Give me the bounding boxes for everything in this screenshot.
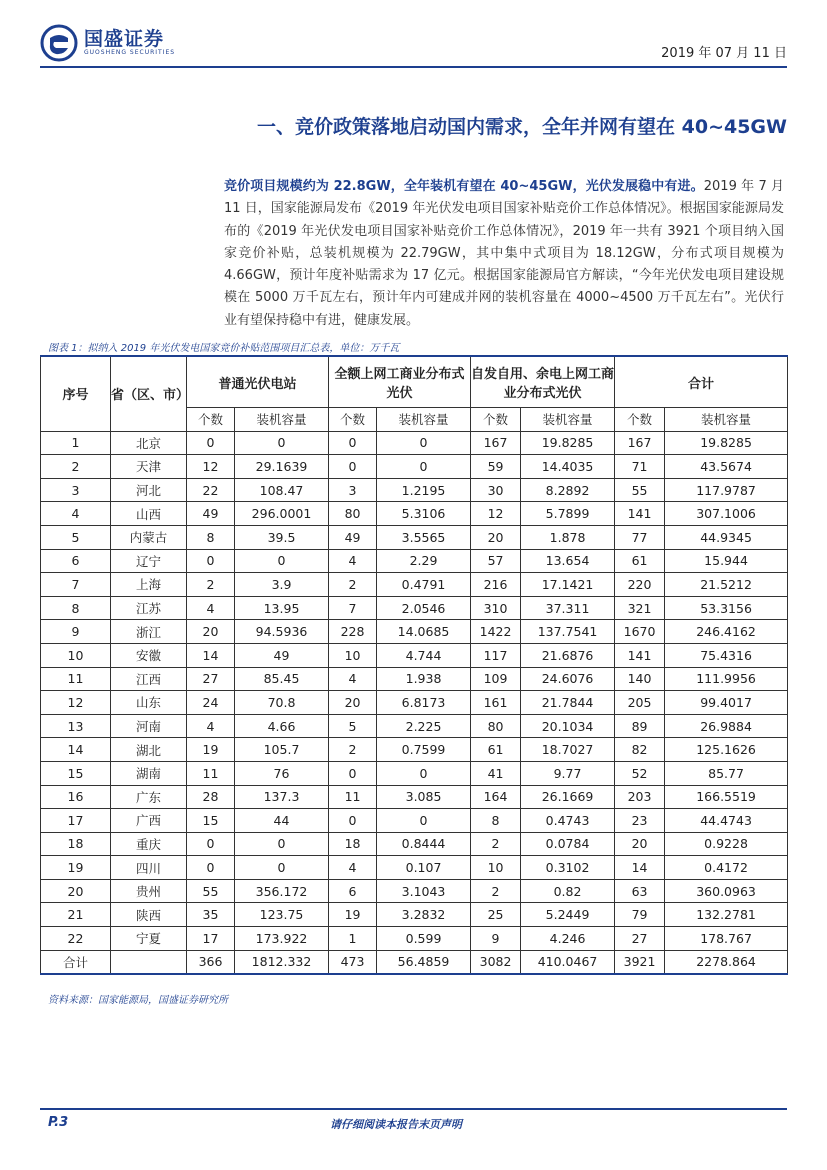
table-cell: 3921 — [615, 950, 665, 974]
table-cell: 0.3102 — [521, 856, 615, 880]
col-header-total: 合计 — [615, 356, 788, 408]
table-cell: 166.5519 — [665, 785, 788, 809]
table-row — [41, 809, 788, 833]
subheader-count: 个数 — [471, 408, 521, 432]
table-row — [41, 573, 788, 597]
cell-province: 河北 — [111, 478, 187, 502]
table-cell: 29.1639 — [235, 455, 329, 479]
table-cell: 1670 — [615, 620, 665, 644]
table-cell: 109 — [471, 667, 521, 691]
table-cell: 44.9345 — [665, 525, 788, 549]
table-cell: 44.4743 — [665, 809, 788, 833]
table-cell: 296.0001 — [235, 502, 329, 526]
table-row — [41, 525, 788, 549]
table-row — [41, 927, 788, 951]
cell-seq: 11 — [41, 667, 111, 691]
table-cell: 123.75 — [235, 903, 329, 927]
col-header-province: 省（区、市） — [111, 356, 187, 431]
cell-province: 浙江 — [111, 620, 187, 644]
table-cell: 14 — [615, 856, 665, 880]
table-cell: 4 — [329, 856, 377, 880]
table-cell: 19.8285 — [665, 431, 788, 455]
table-cell: 85.45 — [235, 667, 329, 691]
table-cell: 4.246 — [521, 927, 615, 951]
table-cell: 20 — [471, 525, 521, 549]
table-cell: 0 — [329, 431, 377, 455]
cell-province: 广东 — [111, 785, 187, 809]
table-cell: 41 — [471, 761, 521, 785]
table-cell: 6.8173 — [377, 691, 471, 715]
col-header-utility: 普通光伏电站 — [187, 356, 329, 408]
table-cell: 49 — [235, 643, 329, 667]
table-cell: 1812.332 — [235, 950, 329, 974]
brand-name-cn: 国盛证券 — [84, 28, 165, 50]
table-cell: 15 — [187, 809, 235, 833]
table-cell: 20 — [329, 691, 377, 715]
data-table-container — [40, 355, 787, 975]
table-row — [41, 620, 788, 644]
table-cell: 37.311 — [521, 596, 615, 620]
table-row — [41, 761, 788, 785]
table-cell: 28 — [187, 785, 235, 809]
table-cell: 105.7 — [235, 738, 329, 762]
table-cell: 53.3156 — [665, 596, 788, 620]
table-body — [41, 431, 788, 974]
table-cell: 0 — [329, 761, 377, 785]
subheader-capacity: 装机容量 — [377, 408, 471, 432]
table-cell: 0 — [377, 455, 471, 479]
table-cell: 203 — [615, 785, 665, 809]
figure-caption: 图表 1：拟纳入 2019 年光伏发电国家竞价补贴范围项目汇总表，单位：万千瓦 — [48, 343, 400, 354]
table-cell: 11 — [329, 785, 377, 809]
cell-seq: 21 — [41, 903, 111, 927]
table-cell: 75.4316 — [665, 643, 788, 667]
table-cell: 21.7844 — [521, 691, 615, 715]
page-header — [40, 24, 787, 68]
table-cell: 4 — [329, 667, 377, 691]
cell-seq: 8 — [41, 596, 111, 620]
table-cell: 89 — [615, 714, 665, 738]
table-cell: 0 — [377, 761, 471, 785]
table-cell: 4 — [187, 596, 235, 620]
cell-seq: 22 — [41, 927, 111, 951]
table-cell: 27 — [615, 927, 665, 951]
table-cell: 9 — [471, 927, 521, 951]
table-cell: 10 — [329, 643, 377, 667]
cell-province: 内蒙古 — [111, 525, 187, 549]
cell-seq: 4 — [41, 502, 111, 526]
cell-province: 山西 — [111, 502, 187, 526]
cell-province: 广西 — [111, 809, 187, 833]
table-cell: 11 — [187, 761, 235, 785]
cell-province: 四川 — [111, 856, 187, 880]
cell-province: 天津 — [111, 455, 187, 479]
table-cell: 132.2781 — [665, 903, 788, 927]
table-cell: 473 — [329, 950, 377, 974]
table-cell: 8 — [471, 809, 521, 833]
table-cell: 2 — [329, 738, 377, 762]
table-cell: 49 — [329, 525, 377, 549]
table-cell: 366 — [187, 950, 235, 974]
table-cell: 4.66 — [235, 714, 329, 738]
table-cell: 1 — [329, 927, 377, 951]
table-cell: 3082 — [471, 950, 521, 974]
table-cell: 167 — [471, 431, 521, 455]
table-cell: 125.1626 — [665, 738, 788, 762]
cell-seq: 12 — [41, 691, 111, 715]
table-cell: 19.8285 — [521, 431, 615, 455]
table-cell: 13.654 — [521, 549, 615, 573]
table-header-row — [41, 356, 788, 408]
table-row — [41, 856, 788, 880]
table-cell: 13.95 — [235, 596, 329, 620]
table-cell: 0.8444 — [377, 832, 471, 856]
table-cell: 246.4162 — [665, 620, 788, 644]
cell-seq: 14 — [41, 738, 111, 762]
table-cell: 10 — [471, 856, 521, 880]
table-cell: 5 — [329, 714, 377, 738]
table-row — [41, 667, 788, 691]
subheader-count: 个数 — [615, 408, 665, 432]
table-cell: 0 — [187, 549, 235, 573]
table-cell: 360.0963 — [665, 879, 788, 903]
table-cell: 2 — [329, 573, 377, 597]
table-cell: 0 — [187, 431, 235, 455]
table-cell: 14.0685 — [377, 620, 471, 644]
table-cell: 0 — [235, 832, 329, 856]
cell-seq: 3 — [41, 478, 111, 502]
table-cell: 14 — [187, 643, 235, 667]
cell-province: 山东 — [111, 691, 187, 715]
table-cell: 27 — [187, 667, 235, 691]
table-cell: 0.0784 — [521, 832, 615, 856]
table-cell: 0 — [377, 809, 471, 833]
table-cell: 61 — [471, 738, 521, 762]
table-cell: 20.1034 — [521, 714, 615, 738]
source-note: 资料来源：国家能源局，国盛证券研究所 — [48, 995, 228, 1006]
cell-province: 上海 — [111, 573, 187, 597]
table-cell: 26.9884 — [665, 714, 788, 738]
table-cell: 3.1043 — [377, 879, 471, 903]
table-cell: 23 — [615, 809, 665, 833]
table-cell: 44 — [235, 809, 329, 833]
cell-seq: 9 — [41, 620, 111, 644]
table-cell: 0.7599 — [377, 738, 471, 762]
table-row — [41, 691, 788, 715]
col-header-full-grid-distributed: 全额上网工商业分布式光伏 — [329, 356, 471, 408]
cell-seq: 6 — [41, 549, 111, 573]
table-cell: 173.922 — [235, 927, 329, 951]
cell-province: 江西 — [111, 667, 187, 691]
table-cell: 82 — [615, 738, 665, 762]
table-cell: 77 — [615, 525, 665, 549]
subheader-count: 个数 — [329, 408, 377, 432]
table-cell: 2.29 — [377, 549, 471, 573]
footer-disclaimer: 请仔细阅读本报告末页声明 — [330, 1118, 462, 1131]
table-cell: 0 — [187, 832, 235, 856]
cell-seq: 20 — [41, 879, 111, 903]
table-row — [41, 643, 788, 667]
table-cell: 30 — [471, 478, 521, 502]
table-cell: 228 — [329, 620, 377, 644]
table-cell: 4 — [187, 714, 235, 738]
table-row — [41, 950, 788, 974]
table-cell: 0 — [329, 455, 377, 479]
table-cell: 3 — [329, 478, 377, 502]
table-cell: 137.7541 — [521, 620, 615, 644]
table-row — [41, 549, 788, 573]
table-cell: 18.7027 — [521, 738, 615, 762]
table-cell: 85.77 — [665, 761, 788, 785]
cell-province — [111, 950, 187, 974]
table-cell: 35 — [187, 903, 235, 927]
cell-province: 安徽 — [111, 643, 187, 667]
col-header-self-use-distributed: 自发自用、余电上网工商业分布式光伏 — [471, 356, 615, 408]
table-cell: 0 — [187, 856, 235, 880]
table-cell: 0 — [235, 856, 329, 880]
table-cell: 3.9 — [235, 573, 329, 597]
cell-seq: 17 — [41, 809, 111, 833]
paragraph-lead: 竞价项目规模约为 22.8GW，全年装机有望在 40~45GW，光伏发展稳中有进。 — [224, 179, 704, 194]
table-row — [41, 455, 788, 479]
cell-province: 宁夏 — [111, 927, 187, 951]
subheader-capacity: 装机容量 — [665, 408, 788, 432]
table-row — [41, 785, 788, 809]
cell-seq: 16 — [41, 785, 111, 809]
table-row — [41, 431, 788, 455]
cell-province: 辽宁 — [111, 549, 187, 573]
table-cell: 0 — [235, 431, 329, 455]
table-cell: 18 — [329, 832, 377, 856]
table-cell: 141 — [615, 502, 665, 526]
table-row — [41, 738, 788, 762]
cell-province: 北京 — [111, 431, 187, 455]
table-cell: 76 — [235, 761, 329, 785]
cell-seq: 5 — [41, 525, 111, 549]
table-cell: 80 — [471, 714, 521, 738]
cell-seq: 18 — [41, 832, 111, 856]
table-cell: 24.6076 — [521, 667, 615, 691]
subheader-capacity: 装机容量 — [521, 408, 615, 432]
table-cell: 94.5936 — [235, 620, 329, 644]
table-cell: 52 — [615, 761, 665, 785]
table-cell: 20 — [615, 832, 665, 856]
table-cell: 22 — [187, 478, 235, 502]
cell-seq: 13 — [41, 714, 111, 738]
cell-province: 湖北 — [111, 738, 187, 762]
footer-divider — [40, 1108, 787, 1110]
table-cell: 1.2195 — [377, 478, 471, 502]
table-cell: 6 — [329, 879, 377, 903]
table-cell: 0.4791 — [377, 573, 471, 597]
cell-province: 重庆 — [111, 832, 187, 856]
cell-province: 江苏 — [111, 596, 187, 620]
table-cell: 43.5674 — [665, 455, 788, 479]
table-cell: 140 — [615, 667, 665, 691]
table-cell: 111.9956 — [665, 667, 788, 691]
cell-seq: 19 — [41, 856, 111, 880]
table-cell: 21.5212 — [665, 573, 788, 597]
table-cell: 0.107 — [377, 856, 471, 880]
table-cell: 2 — [471, 879, 521, 903]
table-cell: 0.4743 — [521, 809, 615, 833]
table-cell: 80 — [329, 502, 377, 526]
table-cell: 55 — [187, 879, 235, 903]
table-cell: 3.085 — [377, 785, 471, 809]
table-row — [41, 832, 788, 856]
table-cell: 21.6876 — [521, 643, 615, 667]
report-date: 2019 年 07 月 11 日 — [661, 46, 787, 61]
table-cell: 0.9228 — [665, 832, 788, 856]
cell-seq: 15 — [41, 761, 111, 785]
table-cell: 310 — [471, 596, 521, 620]
table-cell: 4.744 — [377, 643, 471, 667]
section-title: 一、竞价政策落地启动国内需求，全年并网有望在 40~45GW — [257, 116, 787, 138]
table-cell: 39.5 — [235, 525, 329, 549]
table-cell: 59 — [471, 455, 521, 479]
table-cell: 3.5565 — [377, 525, 471, 549]
table-cell: 26.1669 — [521, 785, 615, 809]
table-cell: 2.0546 — [377, 596, 471, 620]
table-cell: 161 — [471, 691, 521, 715]
table-cell: 8.2892 — [521, 478, 615, 502]
table-cell: 15.944 — [665, 549, 788, 573]
cell-province: 陕西 — [111, 903, 187, 927]
paragraph-body: 2019 年 7 月 11 日，国家能源局发布《2019 年光伏发电项目国家补贴竞价工作总体情况》。根据国家能源局发布的《2019 年光伏发电项目国家补贴竞价工作总体情况》，2019 年一共有 3921 个项目纳入国家竞价补贴，总装机规模为 22.79GW，其中集中式项目为 18.12GW，分布式项目规模为 4.66GW，预计年度补贴需求为 17 亿元。根据国家能源局官方解读，“今年光伏发电项目建设规模在 5000 万千瓦左右，预计年内可建成并网的装机容量在 4000~4500 万千瓦左右”。光伏行业有望保持稳中有进，健康发展。 — [224, 179, 784, 328]
table-cell: 17 — [187, 927, 235, 951]
table-cell: 5.3106 — [377, 502, 471, 526]
page-number: P.3 — [48, 1115, 69, 1130]
cell-province: 贵州 — [111, 879, 187, 903]
table-cell: 321 — [615, 596, 665, 620]
table-cell: 2 — [471, 832, 521, 856]
table-cell: 117 — [471, 643, 521, 667]
table-cell: 164 — [471, 785, 521, 809]
table-cell: 12 — [471, 502, 521, 526]
table-cell: 4 — [329, 549, 377, 573]
table-cell: 25 — [471, 903, 521, 927]
table-cell: 307.1006 — [665, 502, 788, 526]
body-paragraph — [224, 176, 784, 332]
table-cell: 79 — [615, 903, 665, 927]
col-header-seq: 序号 — [41, 356, 111, 431]
table-cell: 24 — [187, 691, 235, 715]
table-cell: 70.8 — [235, 691, 329, 715]
table-cell: 5.2449 — [521, 903, 615, 927]
table-cell: 61 — [615, 549, 665, 573]
table-cell: 8 — [187, 525, 235, 549]
brand-name-en: GUOSHENG SECURITIES — [84, 49, 176, 56]
table-cell: 0.4172 — [665, 856, 788, 880]
table-cell: 167 — [615, 431, 665, 455]
table-cell: 178.767 — [665, 927, 788, 951]
table-cell: 2278.864 — [665, 950, 788, 974]
brand-logo — [40, 24, 175, 62]
table-cell: 1.878 — [521, 525, 615, 549]
table-cell: 63 — [615, 879, 665, 903]
table-cell: 55 — [615, 478, 665, 502]
table-row — [41, 903, 788, 927]
cell-seq: 7 — [41, 573, 111, 597]
table-cell: 56.4859 — [377, 950, 471, 974]
table-cell: 2.225 — [377, 714, 471, 738]
table-row — [41, 502, 788, 526]
table-cell: 137.3 — [235, 785, 329, 809]
table-cell: 0 — [235, 549, 329, 573]
table-cell: 0 — [329, 809, 377, 833]
table-row — [41, 478, 788, 502]
table-cell: 19 — [187, 738, 235, 762]
table-cell: 3.2832 — [377, 903, 471, 927]
cell-province: 河南 — [111, 714, 187, 738]
table-row — [41, 879, 788, 903]
table-cell: 141 — [615, 643, 665, 667]
table-cell: 356.172 — [235, 879, 329, 903]
table-cell: 1.938 — [377, 667, 471, 691]
table-cell: 1422 — [471, 620, 521, 644]
cell-seq: 2 — [41, 455, 111, 479]
table-cell: 49 — [187, 502, 235, 526]
table-cell: 5.7899 — [521, 502, 615, 526]
table-cell: 108.47 — [235, 478, 329, 502]
table-cell: 12 — [187, 455, 235, 479]
table-cell: 220 — [615, 573, 665, 597]
table-cell: 19 — [329, 903, 377, 927]
table-cell: 117.9787 — [665, 478, 788, 502]
subheader-count: 个数 — [187, 408, 235, 432]
guosheng-logo-icon — [40, 24, 78, 62]
table-cell: 205 — [615, 691, 665, 715]
table-cell: 99.4017 — [665, 691, 788, 715]
table-cell: 20 — [187, 620, 235, 644]
data-table — [40, 355, 788, 975]
header-divider — [40, 66, 787, 68]
table-cell: 9.77 — [521, 761, 615, 785]
table-cell: 71 — [615, 455, 665, 479]
table-cell: 216 — [471, 573, 521, 597]
cell-seq: 合计 — [41, 950, 111, 974]
table-cell: 14.4035 — [521, 455, 615, 479]
table-row — [41, 596, 788, 620]
cell-province: 湖南 — [111, 761, 187, 785]
table-cell: 7 — [329, 596, 377, 620]
table-cell: 0.599 — [377, 927, 471, 951]
cell-seq: 1 — [41, 431, 111, 455]
subheader-capacity: 装机容量 — [235, 408, 329, 432]
cell-seq: 10 — [41, 643, 111, 667]
table-cell: 2 — [187, 573, 235, 597]
table-cell: 17.1421 — [521, 573, 615, 597]
table-cell: 0.82 — [521, 879, 615, 903]
table-cell: 0 — [377, 431, 471, 455]
table-cell: 410.0467 — [521, 950, 615, 974]
table-row — [41, 714, 788, 738]
table-cell: 57 — [471, 549, 521, 573]
